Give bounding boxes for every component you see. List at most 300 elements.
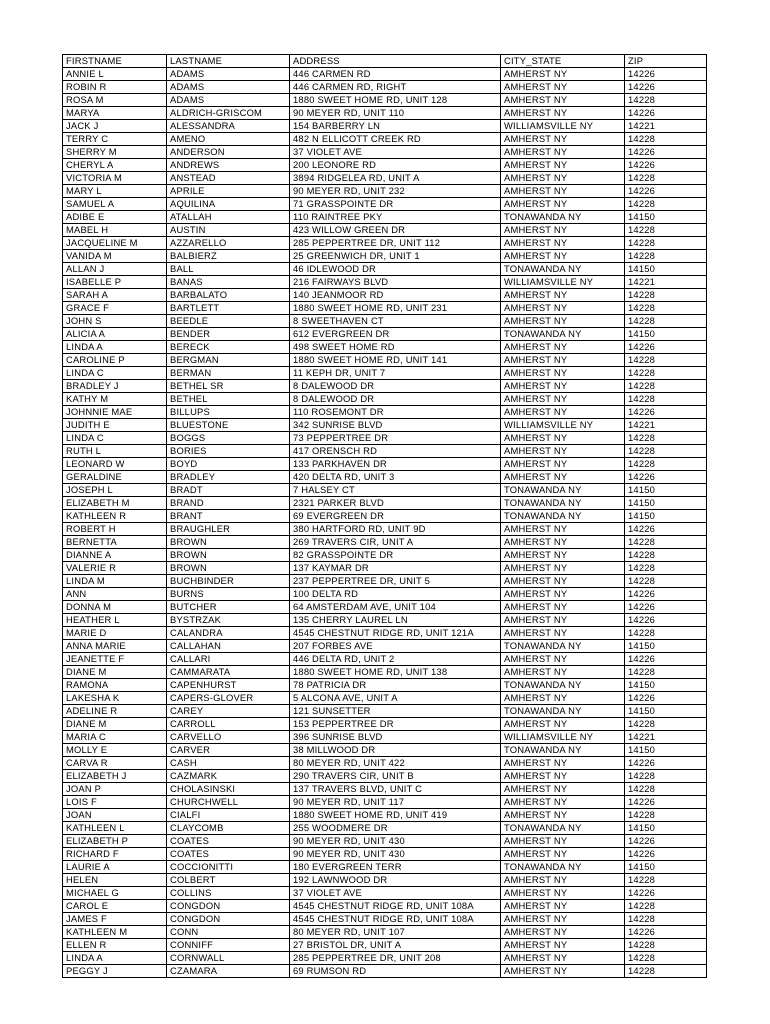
firstname-cell: ANNIE L <box>63 68 167 81</box>
table-row <box>63 965 707 978</box>
city-state-cell: WILLIAMSVILLE NY <box>501 120 625 133</box>
zip-cell: 14221 <box>625 276 707 289</box>
city-state-cell: AMHERST NY <box>501 796 625 809</box>
lastname-cell: CAZMARK <box>167 770 290 783</box>
header-city-state: CITY_STATE <box>501 55 625 68</box>
address-cell: 498 SWEET HOME RD <box>290 341 501 354</box>
lastname-cell: BERECK <box>167 341 290 354</box>
zip-cell: 14226 <box>625 601 707 614</box>
firstname-cell: ELIZABETH J <box>63 770 167 783</box>
address-cell: 46 IDLEWOOD DR <box>290 263 501 276</box>
zip-cell: 14226 <box>625 757 707 770</box>
lastname-cell: BUTCHER <box>167 601 290 614</box>
firstname-cell: DIANNE A <box>63 549 167 562</box>
table-row <box>63 913 707 926</box>
firstname-cell: ALICIA A <box>63 328 167 341</box>
city-state-cell: AMHERST NY <box>501 848 625 861</box>
firstname-cell: ELIZABETH P <box>63 835 167 848</box>
firstname-cell: RUTH L <box>63 445 167 458</box>
zip-cell: 14226 <box>625 159 707 172</box>
zip-cell: 14226 <box>625 68 707 81</box>
city-state-cell: AMHERST NY <box>501 81 625 94</box>
table-row <box>63 341 707 354</box>
firstname-cell: KATHY M <box>63 393 167 406</box>
table-row <box>63 471 707 484</box>
address-cell: 78 PATRICIA DR <box>290 679 501 692</box>
zip-cell: 14228 <box>625 874 707 887</box>
zip-cell: 14150 <box>625 484 707 497</box>
table-row <box>63 874 707 887</box>
address-cell: 200 LEONORE RD <box>290 159 501 172</box>
address-table-body <box>63 55 707 978</box>
firstname-cell: BERNETTA <box>63 536 167 549</box>
address-cell: 1880 SWEET HOME RD, UNIT 231 <box>290 302 501 315</box>
city-state-cell: AMHERST NY <box>501 432 625 445</box>
zip-cell: 14228 <box>625 952 707 965</box>
lastname-cell: BARTLETT <box>167 302 290 315</box>
table-row <box>63 445 707 458</box>
zip-cell: 14226 <box>625 887 707 900</box>
lastname-cell: ALDRICH-GRISCOM <box>167 107 290 120</box>
city-state-cell: TONAWANDA NY <box>501 263 625 276</box>
zip-cell: 14226 <box>625 835 707 848</box>
lastname-cell: COLBERT <box>167 874 290 887</box>
city-state-cell: AMHERST NY <box>501 900 625 913</box>
table-row <box>63 861 707 874</box>
address-cell: 446 DELTA RD, UNIT 2 <box>290 653 501 666</box>
address-cell: 4545 CHESTNUT RIDGE RD, UNIT 108A <box>290 900 501 913</box>
table-row <box>63 653 707 666</box>
table-row <box>63 146 707 159</box>
address-cell: 342 SUNRISE BLVD <box>290 419 501 432</box>
firstname-cell: GERALDINE <box>63 471 167 484</box>
city-state-cell: AMHERST NY <box>501 952 625 965</box>
address-cell: 216 FAIRWAYS BLVD <box>290 276 501 289</box>
table-row <box>63 796 707 809</box>
zip-cell: 14228 <box>625 965 707 978</box>
zip-cell: 14228 <box>625 94 707 107</box>
zip-cell: 14226 <box>625 471 707 484</box>
zip-cell: 14150 <box>625 705 707 718</box>
city-state-cell: AMHERST NY <box>501 445 625 458</box>
lastname-cell: BRAUGHLER <box>167 523 290 536</box>
table-row <box>63 484 707 497</box>
firstname-cell: CARVA R <box>63 757 167 770</box>
lastname-cell: BRAND <box>167 497 290 510</box>
zip-cell: 14228 <box>625 302 707 315</box>
lastname-cell: BALBIERZ <box>167 250 290 263</box>
firstname-cell: BRADLEY J <box>63 380 167 393</box>
city-state-cell: WILLIAMSVILLE NY <box>501 419 625 432</box>
lastname-cell: CLAYCOMB <box>167 822 290 835</box>
table-row <box>63 432 707 445</box>
table-row <box>63 211 707 224</box>
city-state-cell: AMHERST NY <box>501 354 625 367</box>
firstname-cell: JOHNNIE MAE <box>63 406 167 419</box>
city-state-cell: AMHERST NY <box>501 523 625 536</box>
table-row <box>63 549 707 562</box>
address-cell: 64 AMSTERDAM AVE, UNIT 104 <box>290 601 501 614</box>
city-state-cell: AMHERST NY <box>501 939 625 952</box>
city-state-cell: AMHERST NY <box>501 757 625 770</box>
city-state-cell: TONAWANDA NY <box>501 484 625 497</box>
city-state-cell: AMHERST NY <box>501 289 625 302</box>
address-cell: 82 GRASSPOINTE DR <box>290 549 501 562</box>
table-row <box>63 406 707 419</box>
address-cell: 11 KEPH DR, UNIT 7 <box>290 367 501 380</box>
city-state-cell: AMHERST NY <box>501 653 625 666</box>
city-state-cell: AMHERST NY <box>501 926 625 939</box>
zip-cell: 14228 <box>625 315 707 328</box>
city-state-cell: AMHERST NY <box>501 393 625 406</box>
address-cell: 140 JEANMOOR RD <box>290 289 501 302</box>
firstname-cell: LAKESHA K <box>63 692 167 705</box>
table-row <box>63 614 707 627</box>
lastname-cell: ALESSANDRA <box>167 120 290 133</box>
city-state-cell: TONAWANDA NY <box>501 861 625 874</box>
lastname-cell: ANSTEAD <box>167 172 290 185</box>
lastname-cell: ANDREWS <box>167 159 290 172</box>
firstname-cell: ROSA M <box>63 94 167 107</box>
firstname-cell: JOAN P <box>63 783 167 796</box>
city-state-cell: AMHERST NY <box>501 783 625 796</box>
lastname-cell: CALANDRA <box>167 627 290 640</box>
address-cell: 153 PEPPERTREE DR <box>290 718 501 731</box>
address-cell: 27 BRISTOL DR, UNIT A <box>290 939 501 952</box>
table-row <box>63 601 707 614</box>
city-state-cell: AMHERST NY <box>501 237 625 250</box>
city-state-cell: AMHERST NY <box>501 887 625 900</box>
city-state-cell: AMHERST NY <box>501 159 625 172</box>
address-cell: 192 LAWNWOOD DR <box>290 874 501 887</box>
city-state-cell: AMHERST NY <box>501 627 625 640</box>
lastname-cell: BRADT <box>167 484 290 497</box>
lastname-cell: CASH <box>167 757 290 770</box>
zip-cell: 14221 <box>625 731 707 744</box>
city-state-cell: AMHERST NY <box>501 458 625 471</box>
address-cell: 73 PEPPERTREE DR <box>290 432 501 445</box>
zip-cell: 14228 <box>625 224 707 237</box>
table-row <box>63 354 707 367</box>
zip-cell: 14150 <box>625 328 707 341</box>
address-cell: 4545 CHESTNUT RIDGE RD, UNIT 108A <box>290 913 501 926</box>
city-state-cell: TONAWANDA NY <box>501 744 625 757</box>
address-cell: 8 DALEWOOD DR <box>290 393 501 406</box>
zip-cell: 14150 <box>625 263 707 276</box>
table-row <box>63 185 707 198</box>
address-cell: 269 TRAVERS CIR, UNIT A <box>290 536 501 549</box>
firstname-cell: MARY L <box>63 185 167 198</box>
firstname-cell: JACK J <box>63 120 167 133</box>
table-row <box>63 731 707 744</box>
address-cell: 90 MEYER RD, UNIT 430 <box>290 848 501 861</box>
zip-cell: 14226 <box>625 523 707 536</box>
firstname-cell: MOLLY E <box>63 744 167 757</box>
city-state-cell: AMHERST NY <box>501 536 625 549</box>
zip-cell: 14226 <box>625 588 707 601</box>
table-row <box>63 68 707 81</box>
lastname-cell: COATES <box>167 835 290 848</box>
firstname-cell: MICHAEL G <box>63 887 167 900</box>
address-cell: 5 ALCONA AVE, UNIT A <box>290 692 501 705</box>
zip-cell: 14228 <box>625 380 707 393</box>
zip-cell: 14226 <box>625 692 707 705</box>
city-state-cell: AMHERST NY <box>501 406 625 419</box>
zip-cell: 14226 <box>625 107 707 120</box>
city-state-cell: AMHERST NY <box>501 146 625 159</box>
city-state-cell: TONAWANDA NY <box>501 328 625 341</box>
table-row <box>63 809 707 822</box>
firstname-cell: LINDA M <box>63 575 167 588</box>
city-state-cell: AMHERST NY <box>501 614 625 627</box>
lastname-cell: COLLINS <box>167 887 290 900</box>
address-cell: 80 MEYER RD, UNIT 107 <box>290 926 501 939</box>
firstname-cell: SAMUEL A <box>63 198 167 211</box>
table-row <box>63 302 707 315</box>
firstname-cell: ELIZABETH M <box>63 497 167 510</box>
zip-cell: 14221 <box>625 419 707 432</box>
lastname-cell: BARBALATO <box>167 289 290 302</box>
lastname-cell: CARROLL <box>167 718 290 731</box>
address-cell: 110 RAINTREE PKY <box>290 211 501 224</box>
address-cell: 137 KAYMAR DR <box>290 562 501 575</box>
address-cell: 69 EVERGREEN DR <box>290 510 501 523</box>
table-row <box>63 536 707 549</box>
firstname-cell: ELLEN R <box>63 939 167 952</box>
lastname-cell: BERMAN <box>167 367 290 380</box>
zip-cell: 14228 <box>625 458 707 471</box>
firstname-cell: ADIBE E <box>63 211 167 224</box>
lastname-cell: CIALFI <box>167 809 290 822</box>
firstname-cell: LINDA C <box>63 367 167 380</box>
address-cell: 482 N ELLICOTT CREEK RD <box>290 133 501 146</box>
firstname-cell: VICTORIA M <box>63 172 167 185</box>
zip-cell: 14228 <box>625 133 707 146</box>
lastname-cell: CAMMARATA <box>167 666 290 679</box>
zip-cell: 14228 <box>625 445 707 458</box>
firstname-cell: ALLAN J <box>63 263 167 276</box>
lastname-cell: BRANT <box>167 510 290 523</box>
city-state-cell: TONAWANDA NY <box>501 640 625 653</box>
city-state-cell: AMHERST NY <box>501 588 625 601</box>
firstname-cell: JAMES F <box>63 913 167 926</box>
table-row <box>63 289 707 302</box>
firstname-cell: TERRY C <box>63 133 167 146</box>
lastname-cell: CAPERS-GLOVER <box>167 692 290 705</box>
lastname-cell: BOGGS <box>167 432 290 445</box>
table-row <box>63 94 707 107</box>
city-state-cell: AMHERST NY <box>501 874 625 887</box>
table-row <box>63 744 707 757</box>
city-state-cell: AMHERST NY <box>501 770 625 783</box>
zip-cell: 14228 <box>625 237 707 250</box>
table-row <box>63 497 707 510</box>
zip-cell: 14228 <box>625 198 707 211</box>
address-cell: 3894 RIDGELEA RD, UNIT A <box>290 172 501 185</box>
firstname-cell: JOSEPH L <box>63 484 167 497</box>
firstname-cell: JOHN S <box>63 315 167 328</box>
table-row <box>63 250 707 263</box>
zip-cell: 14228 <box>625 770 707 783</box>
table-row <box>63 835 707 848</box>
zip-cell: 14150 <box>625 679 707 692</box>
lastname-cell: BETHEL SR <box>167 380 290 393</box>
zip-cell: 14228 <box>625 939 707 952</box>
lastname-cell: CAPENHURST <box>167 679 290 692</box>
table-row <box>63 276 707 289</box>
address-cell: 380 HARTFORD RD, UNIT 9D <box>290 523 501 536</box>
lastname-cell: CORNWALL <box>167 952 290 965</box>
city-state-cell: AMHERST NY <box>501 107 625 120</box>
table-row <box>63 783 707 796</box>
zip-cell: 14228 <box>625 666 707 679</box>
lastname-cell: BROWN <box>167 562 290 575</box>
city-state-cell: AMHERST NY <box>501 666 625 679</box>
table-row <box>63 328 707 341</box>
lastname-cell: BROWN <box>167 549 290 562</box>
header-row <box>63 55 707 68</box>
table-row <box>63 640 707 653</box>
firstname-cell: ANNA MARIE <box>63 640 167 653</box>
lastname-cell: BLUESTONE <box>167 419 290 432</box>
firstname-cell: RAMONA <box>63 679 167 692</box>
lastname-cell: CONN <box>167 926 290 939</box>
zip-cell: 14228 <box>625 900 707 913</box>
lastname-cell: CAREY <box>167 705 290 718</box>
firstname-cell: JOAN <box>63 809 167 822</box>
lastname-cell: CONGDON <box>167 913 290 926</box>
lastname-cell: ADAMS <box>167 81 290 94</box>
table-row <box>63 679 707 692</box>
table-row <box>63 263 707 276</box>
address-cell: 25 GREENWICH DR, UNIT 1 <box>290 250 501 263</box>
address-cell: 38 MILLWOOD DR <box>290 744 501 757</box>
city-state-cell: TONAWANDA NY <box>501 679 625 692</box>
zip-cell: 14226 <box>625 614 707 627</box>
city-state-cell: AMHERST NY <box>501 575 625 588</box>
zip-cell: 14150 <box>625 211 707 224</box>
lastname-cell: CARVELLO <box>167 731 290 744</box>
firstname-cell: SARAH A <box>63 289 167 302</box>
table-row <box>63 770 707 783</box>
zip-cell: 14228 <box>625 913 707 926</box>
zip-cell: 14228 <box>625 783 707 796</box>
lastname-cell: ADAMS <box>167 94 290 107</box>
city-state-cell: AMHERST NY <box>501 367 625 380</box>
city-state-cell: WILLIAMSVILLE NY <box>501 276 625 289</box>
zip-cell: 14226 <box>625 406 707 419</box>
firstname-cell: MABEL H <box>63 224 167 237</box>
table-row <box>63 419 707 432</box>
address-cell: 121 SUNSETTER <box>290 705 501 718</box>
address-cell: 71 GRASSPOINTE DR <box>290 198 501 211</box>
zip-cell: 14228 <box>625 172 707 185</box>
city-state-cell: TONAWANDA NY <box>501 211 625 224</box>
city-state-cell: AMHERST NY <box>501 718 625 731</box>
zip-cell: 14228 <box>625 393 707 406</box>
city-state-cell: AMHERST NY <box>501 224 625 237</box>
table-row <box>63 107 707 120</box>
lastname-cell: BORIES <box>167 445 290 458</box>
address-cell: 137 TRAVERS BLVD, UNIT C <box>290 783 501 796</box>
lastname-cell: CHURCHWELL <box>167 796 290 809</box>
address-cell: 612 EVERGREEN DR <box>290 328 501 341</box>
lastname-cell: BERGMAN <box>167 354 290 367</box>
table-row <box>63 575 707 588</box>
zip-cell: 14150 <box>625 822 707 835</box>
zip-cell: 14150 <box>625 640 707 653</box>
address-cell: 90 MEYER RD, UNIT 430 <box>290 835 501 848</box>
zip-cell: 14226 <box>625 848 707 861</box>
lastname-cell: COCCIONITTI <box>167 861 290 874</box>
city-state-cell: AMHERST NY <box>501 94 625 107</box>
address-table <box>62 54 707 978</box>
city-state-cell: AMHERST NY <box>501 835 625 848</box>
zip-cell: 14226 <box>625 81 707 94</box>
zip-cell: 14221 <box>625 120 707 133</box>
address-cell: 8 DALEWOOD DR <box>290 380 501 393</box>
city-state-cell: AMHERST NY <box>501 380 625 393</box>
table-row <box>63 848 707 861</box>
zip-cell: 14228 <box>625 367 707 380</box>
table-row <box>63 458 707 471</box>
address-cell: 180 EVERGREEN TERR <box>290 861 501 874</box>
table-row <box>63 627 707 640</box>
table-row <box>63 393 707 406</box>
address-cell: 133 PARKHAVEN DR <box>290 458 501 471</box>
address-cell: 154 BARBERRY LN <box>290 120 501 133</box>
address-cell: 1880 SWEET HOME RD, UNIT 141 <box>290 354 501 367</box>
firstname-cell: LAURIE A <box>63 861 167 874</box>
lastname-cell: BEEDLE <box>167 315 290 328</box>
firstname-cell: HELEN <box>63 874 167 887</box>
table-row <box>63 81 707 94</box>
firstname-cell: JACQUELINE M <box>63 237 167 250</box>
firstname-cell: DIANE M <box>63 718 167 731</box>
table-row <box>63 120 707 133</box>
firstname-cell: CAROL E <box>63 900 167 913</box>
firstname-cell: PEGGY J <box>63 965 167 978</box>
table-row <box>63 224 707 237</box>
address-cell: 207 FORBES AVE <box>290 640 501 653</box>
table-row <box>63 939 707 952</box>
lastname-cell: CONGDON <box>167 900 290 913</box>
firstname-cell: MARIE D <box>63 627 167 640</box>
table-row <box>63 159 707 172</box>
firstname-cell: KATHLEEN L <box>63 822 167 835</box>
firstname-cell: MARYA <box>63 107 167 120</box>
city-state-cell: AMHERST NY <box>501 965 625 978</box>
address-cell: 1880 SWEET HOME RD, UNIT 419 <box>290 809 501 822</box>
city-state-cell: AMHERST NY <box>501 133 625 146</box>
address-cell: 8 SWEETHAVEN CT <box>290 315 501 328</box>
address-cell: 37 VIOLET AVE <box>290 887 501 900</box>
table-row <box>63 926 707 939</box>
lastname-cell: AZZARELLO <box>167 237 290 250</box>
zip-cell: 14226 <box>625 796 707 809</box>
address-cell: 446 CARMEN RD, RIGHT <box>290 81 501 94</box>
firstname-cell: ISABELLE P <box>63 276 167 289</box>
zip-cell: 14150 <box>625 510 707 523</box>
lastname-cell: BANAS <box>167 276 290 289</box>
address-cell: 2321 PARKER BLVD <box>290 497 501 510</box>
lastname-cell: ANDERSON <box>167 146 290 159</box>
lastname-cell: AQUILINA <box>167 198 290 211</box>
lastname-cell: CHOLASINSKI <box>167 783 290 796</box>
zip-cell: 14228 <box>625 718 707 731</box>
zip-cell: 14226 <box>625 341 707 354</box>
address-cell: 135 CHERRY LAUREL LN <box>290 614 501 627</box>
